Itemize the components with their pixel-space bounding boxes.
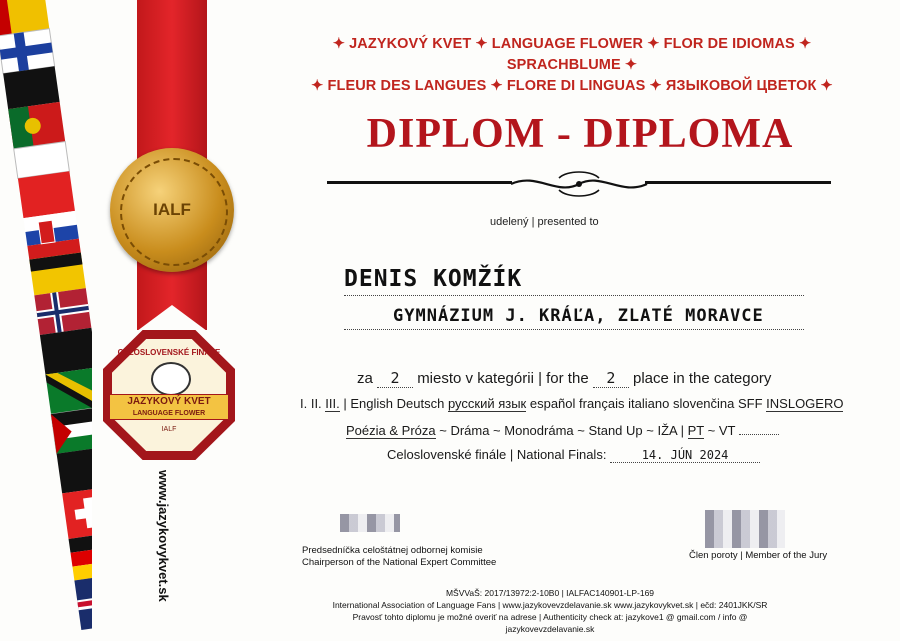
language-selected: русский язык [447, 396, 527, 411]
finals-row [387, 447, 760, 463]
signature-right-caption: Člen poroty | Member of the Jury [689, 550, 828, 561]
language-line-2: ✦ FLEUR DES LANGUES ✦ FLORE DI LINGUAS ✦ ЯЗЫКОВОЙ ЦВЕТОК ✦ [311, 78, 833, 94]
language-line-1: ✦ JAZYKOVÝ KVET ✦ LANGUAGE FLOWER ✦ FLOR DE IDIOMAS ✦ SPRACHBLUME ✦ [332, 36, 812, 73]
genre-end: ~ VT [707, 423, 736, 438]
genre-pt: PT [687, 423, 704, 438]
level-selected: III. [325, 396, 340, 411]
footer-line2: International Association of Language Fans | www.jazykovevzdelavanie.sk www.jazykovykvet.sk | ečd: 2401JKK/SR [332, 600, 768, 610]
place-row [357, 369, 771, 388]
footer [330, 587, 770, 635]
za-label: za [357, 370, 373, 387]
languages-pre: | English Deutsch [343, 396, 445, 411]
badge-banner-title: JAZYKOVÝ KVET [127, 396, 211, 407]
place-sk: 2 [377, 369, 413, 388]
language-names [282, 34, 862, 97]
finals-badge [103, 330, 235, 460]
genre-blank [739, 434, 779, 435]
seal-text: IALF [153, 200, 191, 219]
footer-line1: MŠVVaŠ: 2017/13972:2-10B0 | IALFAC140901-LP-169 [445, 588, 655, 598]
genre-mid: ~ Dráma ~ Monodráma ~ Stand Up ~ IŽA | [439, 423, 684, 438]
name-line [344, 295, 804, 296]
divider-line-right [645, 181, 831, 184]
finals-date: 14. JÚN 2024 [610, 448, 760, 463]
flag-strip [0, 0, 92, 641]
recipient-school: GYMNÁZIUM J. KRÁĽA, ZLATÉ MORAVCE [393, 306, 764, 326]
genre-row [346, 423, 779, 438]
school-line [344, 329, 804, 330]
footer-line3: Pravosť tohto diplomu je možné overiť na adrese | Authenticity check at: jazykove1 @ gmail.com / info @ jazykovevzdelavanie.sk [352, 612, 748, 634]
levels-languages-row [300, 396, 843, 411]
category-end: place in the category [633, 370, 772, 387]
badge-banner-sub: LANGUAGE FLOWER [132, 410, 206, 417]
genre-selected: Poézia & Próza [346, 423, 436, 438]
sheep-icon [151, 362, 191, 396]
badge-top-text: CELOSLOVENSKÉ FINÁLE [117, 348, 221, 357]
flags-graphic [0, 0, 92, 641]
signature-left-line2: Chairperson of the National Expert Committee [302, 557, 497, 568]
flourish-ornament [507, 170, 651, 198]
signature-left-redacted [340, 514, 400, 532]
side-url: www.jazykovykvet.sk [156, 470, 171, 602]
badge-foot-text: IALF [161, 426, 177, 433]
presented-to-label: udelený | presented to [490, 216, 599, 228]
gold-seal [110, 148, 234, 272]
signature-right-redacted [705, 510, 785, 548]
languages-post: español français italiano slovenčina SFF [529, 396, 763, 411]
signature-left-line1: Predsedníčka celoštátnej odbornej komisie [302, 545, 483, 556]
signature-left-caption [302, 545, 496, 569]
place-en: 2 [593, 369, 629, 388]
diploma-title: DIPLOM - DIPLOMA [366, 111, 794, 157]
finals-label: Celoslovenské finále | National Finals: [387, 447, 607, 462]
language-last: INSLOGERO [766, 396, 844, 411]
divider-line-left [327, 181, 512, 184]
badge-banner [109, 394, 229, 420]
ornamental-divider [327, 170, 831, 198]
recipient-name: DENIS KOMŽÍK [344, 266, 523, 292]
category-text: miesto v kategórii | for the [417, 370, 589, 387]
levels-text: I. II. [300, 396, 322, 411]
